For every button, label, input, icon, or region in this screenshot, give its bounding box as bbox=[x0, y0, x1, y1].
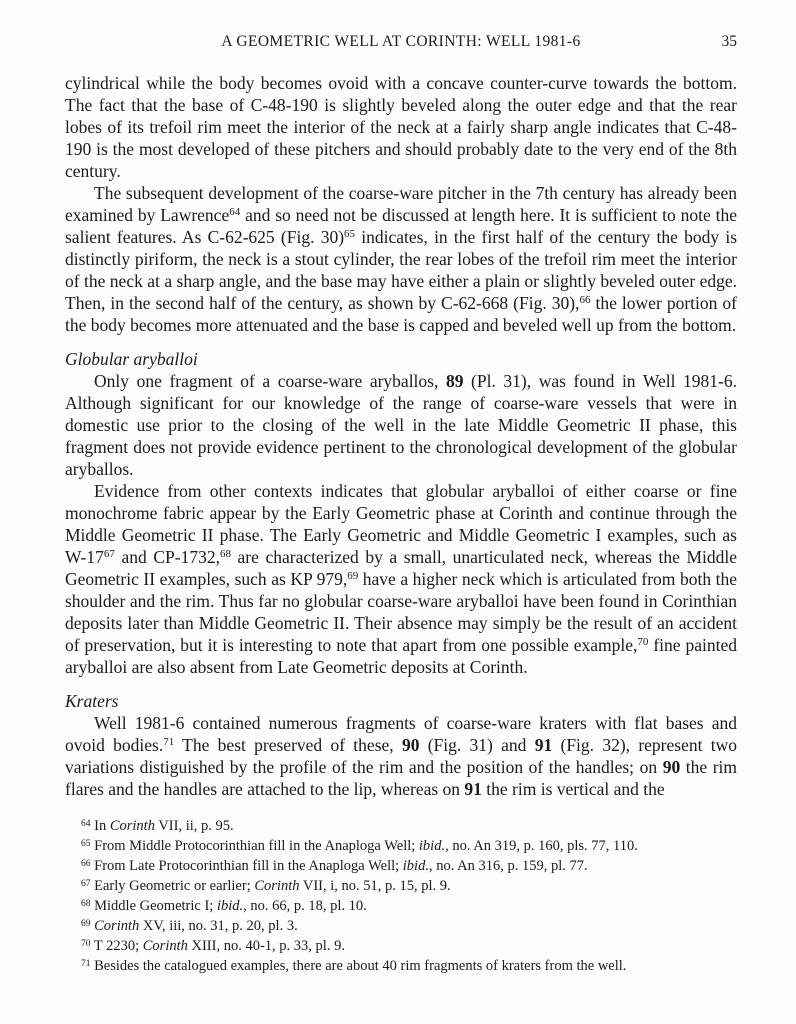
text-run: and so need not be discussed at length here. It is sufficient to note the salient features. As C-62-625 (Fig. 30) bbox=[65, 205, 737, 247]
text-run: the rim is vertical and the bbox=[481, 779, 665, 799]
text-run: , no. An 316, p. 159, pl. 77. bbox=[428, 858, 588, 874]
footnote-marker: 66 bbox=[81, 859, 91, 869]
paragraph bbox=[65, 370, 737, 480]
page-number: 35 bbox=[721, 33, 737, 50]
text-run: (Fig. 32), represent two variations distiguished by the profile of the rim and the position of the handles; on bbox=[65, 735, 737, 777]
footnote-marker: 71 bbox=[163, 736, 175, 748]
text-run: 91 bbox=[534, 735, 553, 755]
text-run: T 2230; bbox=[90, 938, 143, 954]
text-run: ibid. bbox=[216, 898, 244, 914]
footnote-marker: 69 bbox=[81, 919, 91, 929]
text-run: the lower portion of the body becomes more attenuated and the base is capped and beveled well up from the bottom. bbox=[65, 293, 737, 335]
paragraph bbox=[65, 182, 737, 336]
text-run: Corinth bbox=[109, 818, 155, 834]
footnote-marker: 67 bbox=[81, 879, 91, 889]
footnote bbox=[65, 856, 737, 876]
text-run: cylindrical while the body becomes ovoid with a concave counter-curve towards the bottom. The fact that the base of C-48-190 is slightly beveled along the outer edge and that the rear lobes of its trefoil rim meet the interior of the neck at a fairly sharp angle indicates that C-48-190 is the most developed of these pitchers and should probably date to the very end of the 8th century. bbox=[65, 73, 737, 181]
paragraph bbox=[65, 480, 737, 678]
text-run: The best preserved of these, bbox=[174, 735, 402, 755]
paragraph bbox=[65, 712, 737, 800]
text-run: XV, iii, no. 31, p. 20, pl. 3. bbox=[139, 918, 298, 934]
text-run: Well 1981-6 contained numerous fragments of coarse-ware kraters with flat bases and ovoid bodies. bbox=[65, 713, 737, 755]
text-run: the rim flares and the handles are attached to the lip, whereas on bbox=[65, 757, 737, 799]
footnote-marker: 65 bbox=[344, 228, 356, 240]
text-run: (Fig. 31) and bbox=[419, 735, 535, 755]
text-run: Besides the catalogued examples, there are about 40 rim fragments of kraters from the well. bbox=[90, 958, 627, 974]
footnote bbox=[65, 836, 737, 856]
text-run: VII, ii, p. 95. bbox=[154, 818, 234, 834]
footnote bbox=[65, 876, 737, 896]
text-run: (Pl. 31), was found in Well 1981-6. Although significant for our knowledge of the range of coarse-ware vessels that were in domestic use prior to the closing of the well in the late Middle Geometric II phase, this fragment does not provide evidence pertinent to the chronological development of the globular aryballos. bbox=[65, 371, 737, 479]
footnote-marker: 70 bbox=[81, 939, 91, 949]
section-heading bbox=[65, 690, 737, 712]
text-run: fine painted aryballoi are also absent from Late Geometric deposits at Corinth. bbox=[65, 635, 737, 677]
footnote-marker: 70 bbox=[637, 636, 649, 648]
text-run: 89 bbox=[445, 371, 464, 391]
text-run: Globular aryballoi bbox=[65, 349, 198, 369]
text-run: Evidence from other contexts indicates that globular aryballoi of either coarse or fine monochrome fabric appear by the Early Geometric phase at Corinth and continue through the Middle Geometric II phase. The Early Geometric and Middle Geometric I examples, such as W-17 bbox=[65, 481, 737, 567]
footnote-marker: 64 bbox=[81, 819, 91, 829]
text-run: VII, i, no. 51, p. 15, pl. 9. bbox=[299, 878, 451, 894]
footnote bbox=[65, 896, 737, 916]
text-run: 90 bbox=[662, 757, 681, 777]
footnote-marker: 67 bbox=[103, 548, 115, 560]
text-run: ibid. bbox=[418, 838, 446, 854]
text-run: From Late Protocorinthian fill in the Anaploga Well; bbox=[90, 858, 403, 874]
text-run: Corinth bbox=[254, 878, 300, 894]
footnotes-section bbox=[65, 816, 737, 976]
text-run: Kraters bbox=[65, 691, 119, 711]
page-header bbox=[65, 33, 737, 51]
text-run: Middle Geometric I; bbox=[90, 898, 217, 914]
text-run: XIII, no. 40-1, p. 33, pl. 9. bbox=[187, 938, 345, 954]
text-run: From Middle Protocorinthian fill in the Anaploga Well; bbox=[90, 838, 419, 854]
text-run: , no. An 319, p. 160, pls. 77, 110. bbox=[445, 838, 638, 854]
footnote-marker: 69 bbox=[347, 570, 359, 582]
footnote bbox=[65, 956, 737, 976]
footnote-marker: 71 bbox=[81, 959, 91, 969]
footnote-marker: 68 bbox=[219, 548, 231, 560]
text-run: are characterized by a small, unarticulated neck, whereas the Middle Geometric II examples, such as KP 979, bbox=[65, 547, 738, 589]
footnote-marker: 65 bbox=[81, 839, 91, 849]
text-run: 90 bbox=[401, 735, 420, 755]
text-run: Corinth bbox=[142, 938, 188, 954]
section-heading bbox=[65, 348, 737, 370]
footnote bbox=[65, 916, 737, 936]
text-run: and CP-1732, bbox=[114, 547, 220, 567]
running-title: A GEOMETRIC WELL AT CORINTH: WELL 1981-6 bbox=[221, 33, 581, 50]
footnote-marker: 64 bbox=[229, 206, 241, 218]
paragraph bbox=[65, 72, 737, 182]
text-run: Only one fragment of a coarse-ware aryballos, bbox=[94, 371, 446, 391]
text-run: Corinth bbox=[94, 918, 140, 934]
footnote bbox=[65, 816, 737, 836]
text-run: ibid. bbox=[402, 858, 429, 874]
footnote-marker: 68 bbox=[81, 899, 91, 909]
text-run: indicates, in the first half of the century the body is distinctly piriform, the neck is a stout cylinder, the rear lobes of the trefoil rim meet the interior of the neck at a sharp angle, and the base may have either a plain or slightly beveled outer edge. Then, in the second half of the century, as shown by C-62-668 (Fig. 30), bbox=[65, 227, 738, 313]
footnote-marker: 66 bbox=[579, 294, 591, 306]
text-run: Early Geometric or earlier; bbox=[90, 878, 255, 894]
text-run: , no. 66, p. 18, pl. 10. bbox=[243, 898, 367, 914]
text-run: The subsequent development of the coarse-ware pitcher in the 7th century has already been examined by Lawrence bbox=[65, 183, 737, 225]
text-run: 91 bbox=[464, 779, 482, 799]
document-body bbox=[65, 72, 737, 800]
footnote bbox=[65, 936, 737, 956]
text-run: In bbox=[90, 818, 110, 834]
text-run: have a higher neck which is articulated from both the shoulder and the rim. Thus far no globular coarse-ware aryballoi have been found in Corinthian deposits later than Middle Geometric II. Their absence may simply be the result of an accident of preservation, but it is interesting to note that apart from one possible example, bbox=[65, 569, 737, 655]
